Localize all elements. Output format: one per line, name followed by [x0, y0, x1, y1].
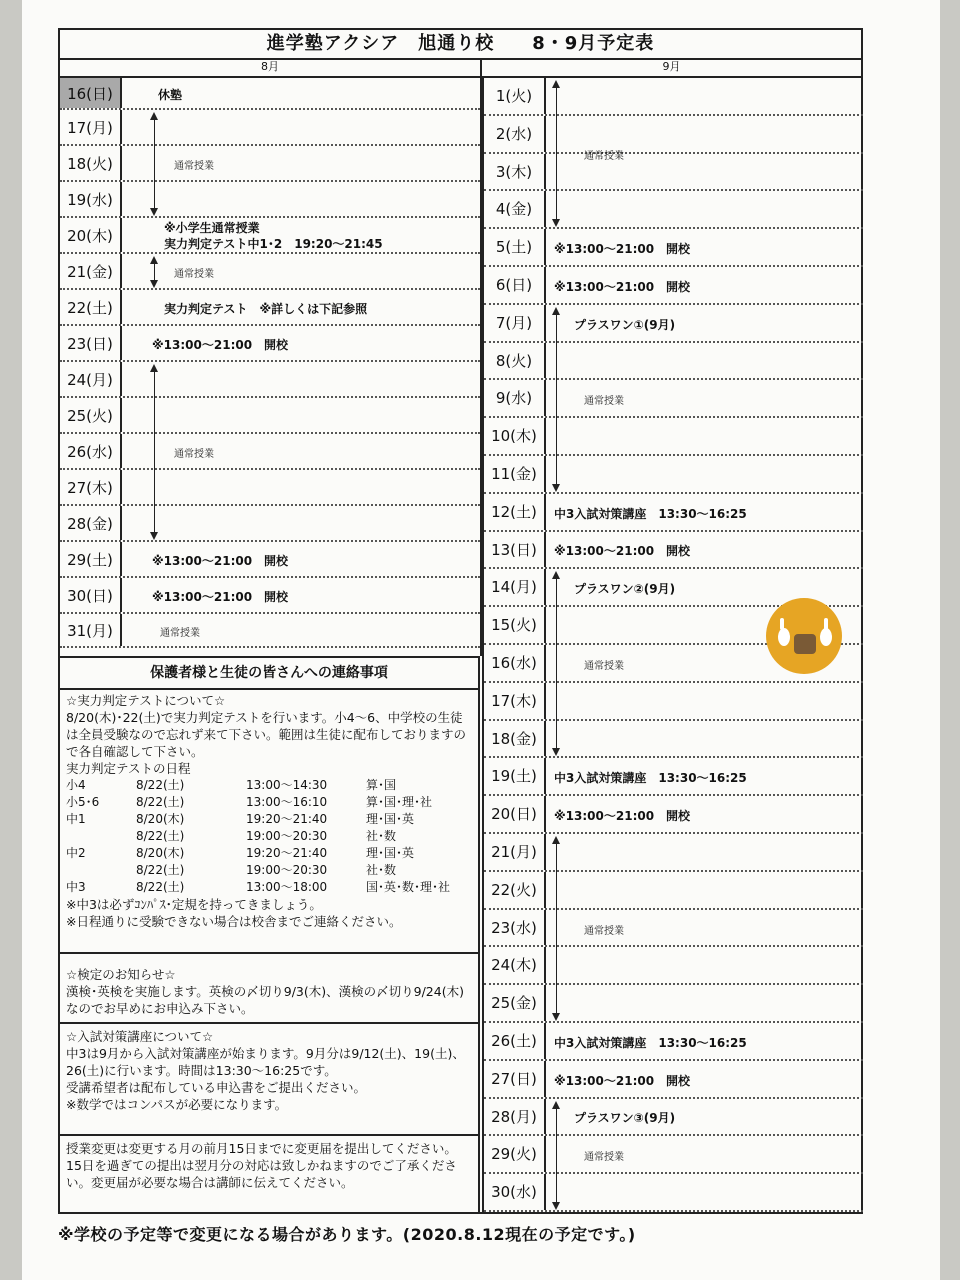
day-row [60, 614, 480, 648]
day-row [484, 721, 863, 759]
day-date: 11(金) [484, 456, 546, 492]
rabbit-icon [820, 628, 832, 646]
day-date: 20(日) [484, 796, 546, 832]
day-row [484, 418, 863, 456]
day-row [484, 494, 863, 532]
day-row [60, 578, 480, 614]
day-row [484, 343, 863, 381]
schedule-cell: 算･国 [366, 778, 397, 792]
day-row [60, 254, 480, 290]
schedule-cell: 13:00～14:30 [246, 778, 328, 792]
day-event: ※13:00～21:00 開校 [554, 809, 691, 824]
schedule-cell: 社･数 [366, 829, 397, 843]
day-event: ※13:00～21:00 開校 [152, 590, 289, 604]
day-row [484, 1099, 863, 1137]
day-row [484, 910, 863, 948]
day-event: ※13:00～21:00 開校 [554, 279, 691, 294]
schedule-cell: 8/22(土) [136, 778, 185, 792]
day-event: 中3入試対策講座 13:30～16:25 [554, 771, 747, 786]
day-event-2: 実力判定テスト中1･2 19:20～21:45 [164, 237, 383, 251]
day-row [60, 290, 480, 326]
kentei-body: 漢検･英検を実施します。英検の〆切り9/3(木)、漢検の〆切り9/24(木)なのでお早めにお申込み下さい。 [66, 984, 464, 1016]
regular-class-label: 通常授業 [584, 925, 624, 937]
day-date: 9(水) [484, 380, 546, 416]
change-body: 授業変更は変更する月の前月15日までに変更届を提出してください。15日を過ぎての提出は翌月分の対応は致しかねますのでご了承ください。変更届が必要な場合は講師に伝えてください。 [66, 1141, 457, 1190]
day-row [60, 542, 480, 578]
day-date: 22(土) [60, 290, 122, 324]
schedule-cell: 13:00～16:10 [246, 795, 328, 809]
day-row [60, 434, 480, 470]
schedule-cell [66, 828, 136, 845]
day-date: 30(水) [484, 1174, 546, 1210]
day-row [484, 456, 863, 494]
august-column [60, 78, 482, 656]
day-row [484, 191, 863, 229]
day-row [484, 947, 863, 985]
regular-class-label: 通常授業 [584, 660, 624, 672]
day-date: 27(木) [60, 470, 122, 504]
day-event: ※13:00～21:00 開校 [554, 544, 691, 559]
day-row [484, 796, 863, 834]
change-notice [60, 1138, 478, 1214]
day-date: 22(火) [484, 872, 546, 908]
schedule-cell: 8/22(土) [136, 795, 185, 809]
test-note-1: ※中3は必ずｺﾝﾊﾟｽ･定規を持ってきましょう。 [66, 897, 322, 912]
day-date: 12(土) [484, 494, 546, 530]
schedule-cell: 19:20～21:40 [246, 812, 328, 826]
day-date: 25(火) [60, 398, 122, 432]
day-row [484, 985, 863, 1023]
footer-note: ※学校の予定等で変更になる場合があります。(2020.8.12現在の予定です。) [58, 1225, 636, 1244]
rabbit-icon [778, 628, 790, 646]
schedule-cell: 理･国･英 [366, 846, 415, 860]
range-arrow [556, 309, 557, 490]
day-date: 6(日) [484, 267, 546, 303]
day-row [484, 758, 863, 796]
regular-class-label: 通常授業 [174, 449, 214, 460]
schedule-cell [66, 862, 136, 879]
day-date: 17(木) [484, 683, 546, 719]
notice-box [60, 656, 480, 1214]
day-row [484, 1061, 863, 1099]
day-row [484, 1136, 863, 1174]
day-date: 20(木) [60, 218, 122, 252]
day-row [484, 154, 863, 192]
schedule-cell: 8/22(土) [136, 863, 185, 877]
test-body: 8/20(木)･22(土)で実力判定テストを行います。小4～6、中学校の生徒は全員受験なので忘れず来て下さい。範囲は生徒に配布しておりますので各自確認して下さい。 [66, 710, 467, 759]
regular-class-label: 通常授業 [584, 150, 624, 162]
page-title: 進学塾アクシア 旭通り校 8・9月予定表 [60, 30, 861, 60]
day-date: 7(月) [484, 305, 546, 341]
regular-class-label: 通常授業 [584, 1152, 624, 1164]
day-event: 中3入試対策講座 13:30～16:25 [554, 1035, 747, 1050]
regular-class-label: 通常授業 [174, 269, 214, 280]
schedule-cell: 19:00～20:30 [246, 863, 328, 877]
regular-class-label: 通常授業 [174, 161, 214, 172]
day-row [484, 834, 863, 872]
nyushi-heading: ☆入試対策講座について☆ [66, 1029, 214, 1044]
september-header: 9月 [482, 58, 861, 78]
day-date: 25(金) [484, 985, 546, 1021]
day-row [484, 532, 863, 570]
day-date: 8(火) [484, 343, 546, 379]
schedule-cell: 小4 [66, 778, 86, 792]
test-schedule [66, 777, 472, 896]
day-event: ※13:00～21:00 開校 [152, 554, 289, 568]
schedule-cell: 小5･6 [66, 795, 100, 809]
day-date: 2(水) [484, 116, 546, 152]
test-heading: ☆実力判定テストについて☆ [66, 693, 226, 708]
day-date: 23(日) [60, 326, 122, 360]
day-row [484, 872, 863, 910]
day-event: プラスワン①(9月) [574, 317, 676, 332]
day-event: 実力判定テスト ※詳しくは下記参照 [164, 302, 368, 316]
day-date: 19(水) [60, 182, 122, 216]
day-event: プラスワン②(9月) [574, 582, 676, 597]
schedule-cell: 8/22(土) [136, 829, 185, 843]
day-date: 28(月) [484, 1099, 546, 1135]
day-date: 29(火) [484, 1136, 546, 1172]
day-date: 15(火) [484, 607, 546, 643]
regular-class-label: 通常授業 [160, 628, 200, 639]
range-arrow [556, 82, 557, 225]
mortar-icon [794, 634, 816, 654]
schedule-cell: 8/22(土) [136, 880, 185, 894]
schedule-cell: 中2 [66, 846, 86, 860]
day-date: 14(月) [484, 569, 546, 605]
day-date: 10(木) [484, 418, 546, 454]
day-row [484, 78, 863, 116]
day-row [60, 506, 480, 542]
schedule-cell: 中1 [66, 812, 86, 826]
day-row [60, 326, 480, 362]
day-date: 5(土) [484, 229, 546, 265]
day-event: 中3入試対策講座 13:30～16:25 [554, 506, 747, 521]
day-row [484, 380, 863, 418]
day-date: 4(金) [484, 191, 546, 227]
day-event: プラスワン③(9月) [574, 1111, 676, 1126]
range-arrow [556, 573, 557, 754]
day-date: 18(金) [484, 721, 546, 757]
day-event: ※13:00～21:00 開校 [152, 338, 289, 352]
nyushi-notice [60, 1026, 478, 1136]
day-date: 24(月) [60, 362, 122, 396]
schedule-cell: 19:00～20:30 [246, 829, 328, 843]
schedule-cell: 19:20～21:40 [246, 846, 328, 860]
day-date: 23(水) [484, 910, 546, 946]
schedule-cell: 社･数 [366, 863, 397, 877]
day-event: ※小学生通常授業 [164, 221, 260, 235]
day-row [60, 470, 480, 506]
day-date: 26(水) [60, 434, 122, 468]
day-date: 21(月) [484, 834, 546, 870]
range-arrow [556, 1103, 557, 1208]
kentei-heading: ☆検定のお知らせ☆ [66, 967, 176, 982]
range-arrow [154, 366, 155, 538]
day-date: 19(土) [484, 758, 546, 794]
day-event: ※13:00～21:00 開校 [554, 242, 691, 257]
schedule-cell: 国･英･数･理･社 [366, 880, 451, 894]
day-row [484, 229, 863, 267]
day-date: 13(日) [484, 532, 546, 568]
schedule-cell: 8/20(木) [136, 846, 185, 860]
day-date: 24(木) [484, 947, 546, 983]
day-event: ※13:00～21:00 開校 [554, 1073, 691, 1088]
test-notice [60, 690, 478, 954]
day-date: 29(土) [60, 542, 122, 576]
day-date: 16(水) [484, 645, 546, 681]
day-row [484, 267, 863, 305]
day-row [60, 398, 480, 434]
kentei-notice [60, 956, 478, 1024]
schedule-sheet [58, 28, 863, 1214]
rabbit-ear-icon [780, 618, 784, 630]
nyushi-body: 中3は9月から入試対策講座が始まります。9月分は9/12(土)、19(土)、26(土)に行います。時間は13:30～16:25です。 [66, 1046, 465, 1078]
day-date: 21(金) [60, 254, 122, 288]
day-date: 3(木) [484, 154, 546, 190]
moon-rabbit-illustration [766, 598, 842, 674]
day-date: 27(日) [484, 1061, 546, 1097]
regular-class-label: 通常授業 [584, 396, 624, 408]
day-row [60, 146, 480, 182]
rabbit-ear-icon [824, 618, 828, 630]
day-row [60, 78, 480, 110]
day-date: 16(日) [60, 78, 122, 108]
day-row [484, 1023, 863, 1061]
day-date: 26(土) [484, 1023, 546, 1059]
day-row [484, 1174, 863, 1212]
range-arrow [556, 838, 557, 1019]
day-date: 30(日) [60, 578, 122, 612]
schedule-cell: 中3 [66, 880, 86, 894]
test-note-2: ※日程通りに受験できない場合は校舎までご連絡ください。 [66, 914, 402, 929]
day-date: 1(火) [484, 78, 546, 114]
range-arrow [154, 114, 155, 214]
day-row [484, 305, 863, 343]
day-row [484, 683, 863, 721]
notice-title: 保護者様と生徒の皆さんへの連絡事項 [60, 658, 478, 690]
schedule-cell: 算･国･理･社 [366, 795, 433, 809]
nyushi-body-2: 受講希望者は配布している申込書をご提出ください。 [66, 1080, 367, 1095]
day-row [60, 110, 480, 146]
day-row [484, 116, 863, 154]
schedule-cell: 8/20(木) [136, 812, 185, 826]
range-arrow [154, 258, 155, 286]
day-row [60, 182, 480, 218]
schedule-cell: 理･国･英 [366, 812, 415, 826]
day-event: 休塾 [158, 88, 183, 102]
schedule-cell: 13:00～18:00 [246, 880, 328, 894]
test-schedule-title: 実力判定テストの日程 [66, 761, 191, 776]
august-header: 8月 [60, 58, 482, 78]
nyushi-body-3: ※数学ではコンパスが必要になります。 [66, 1097, 288, 1112]
day-date: 31(月) [60, 614, 122, 646]
day-date: 18(火) [60, 146, 122, 180]
day-date: 17(月) [60, 110, 122, 144]
day-row [60, 218, 480, 254]
day-row [60, 362, 480, 398]
day-date: 28(金) [60, 506, 122, 540]
